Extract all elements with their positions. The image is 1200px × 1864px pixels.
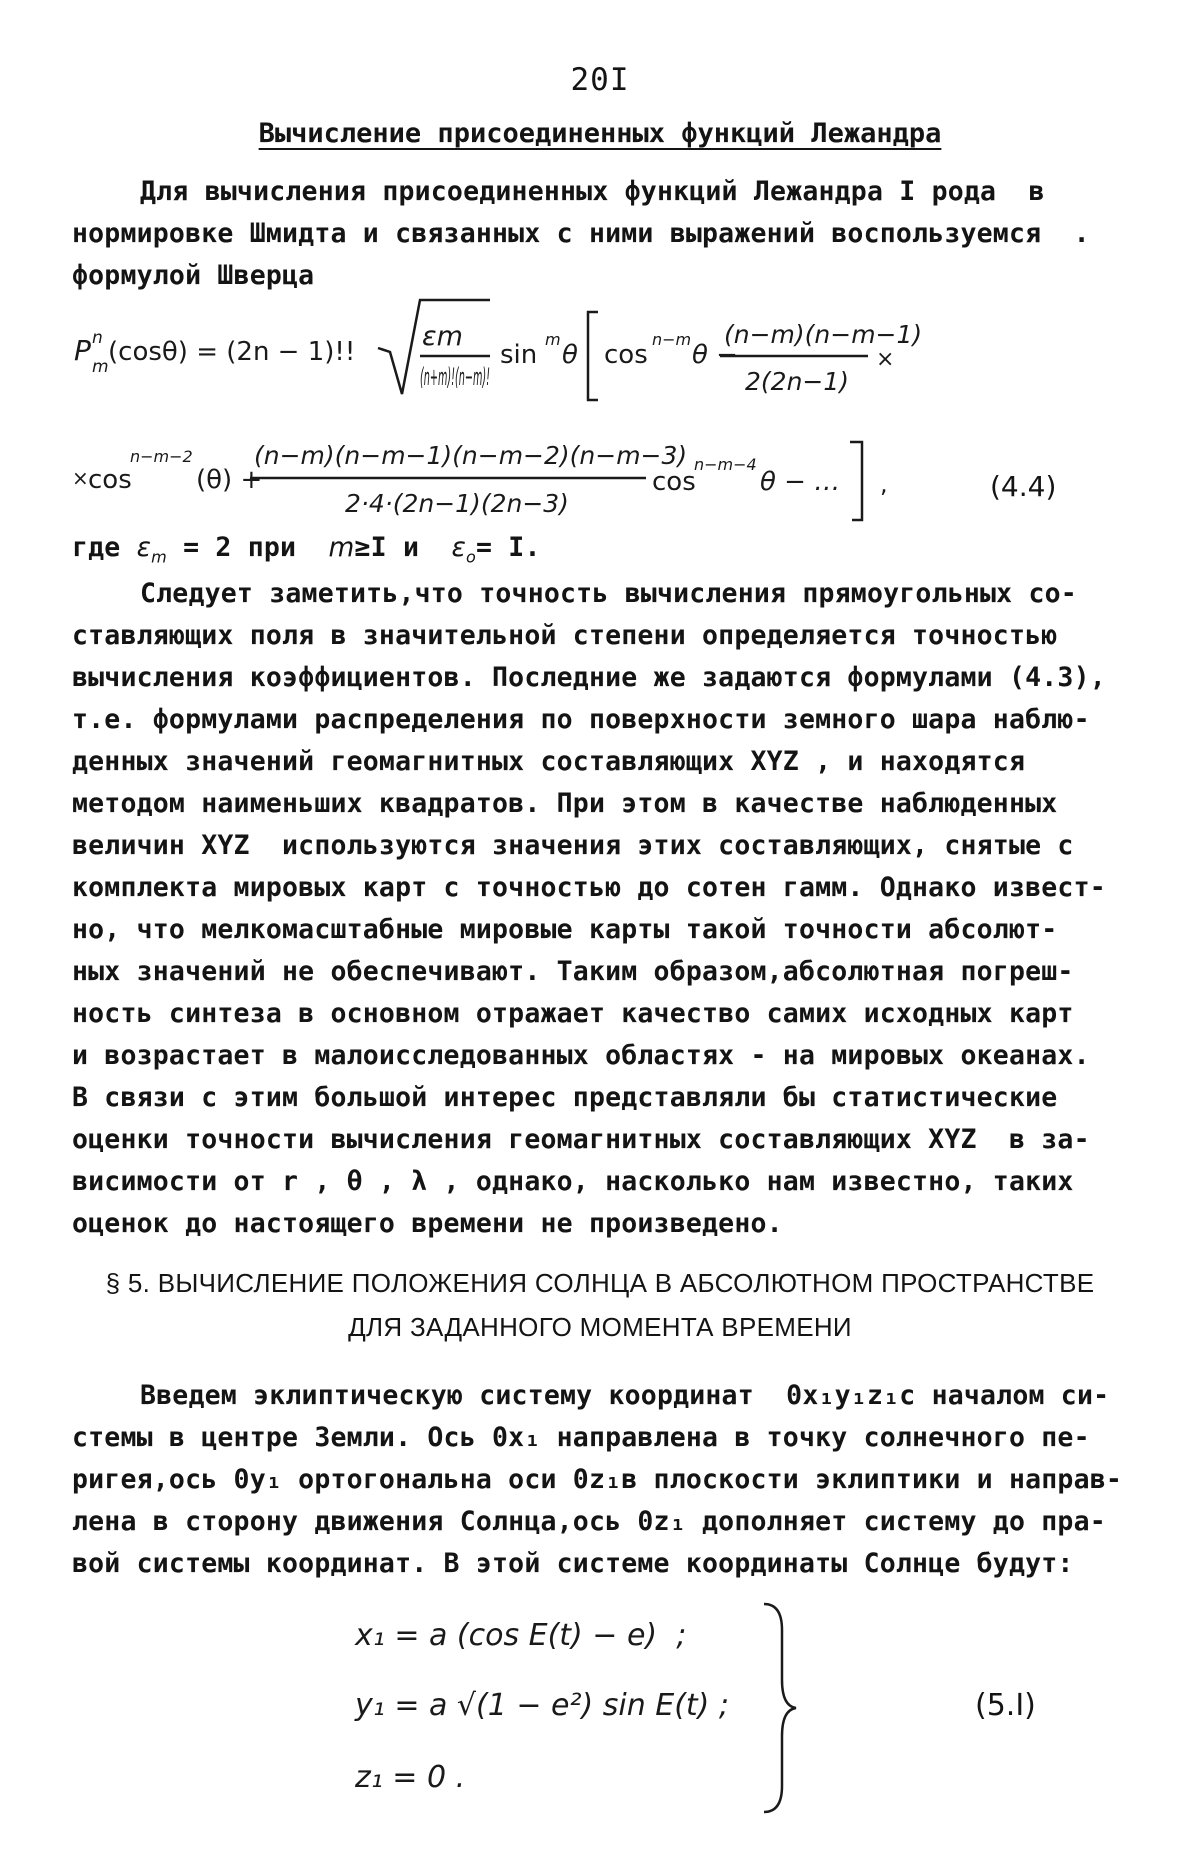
svg-text:sin: sin <box>500 340 538 370</box>
paragraph-line-10: ных значений не обеспечивают. Таким образом,абсолютная погреш- <box>72 956 1074 987</box>
svg-text:cos: cos <box>604 340 648 370</box>
svg-text:cos: cos <box>88 465 132 495</box>
where-line: где $\varepsilon_m = 2$ при m≥I и $\varepsilon_o= I$. <box>72 532 541 567</box>
section-5-line-5: вой системы координат. В этой системе координаты Солнце будут: <box>72 1548 1074 1579</box>
paragraph-line-9: но, что мелкомасштабные мировые карты такой точности абсолют- <box>72 914 1058 945</box>
section-5-line-4: лена в сторону движения Солнца,ось 0z₁ дополняет систему до пра- <box>72 1506 1106 1537</box>
svg-text:n−m: n−m <box>652 330 692 349</box>
formula-5-1-eq-3: z₁ = 0 . <box>355 1760 466 1795</box>
paragraph-line-8: комплекта мировых карт с точностью до сотен гамм. Однако извест- <box>72 872 1106 903</box>
paragraph-line-13: В связи с этим большой интерес представляли бы статистические <box>72 1082 1058 1113</box>
paragraph-line-12: и возрастает в малоисследованных областях - на мировых океанах. <box>72 1040 1090 1071</box>
paragraph-line-5: денных значений геомагнитных составляющих XYZ , и находятся <box>72 746 1026 777</box>
svg-text:n−m−4: n−m−4 <box>694 455 757 474</box>
svg-text:×: × <box>876 347 895 372</box>
paragraph-line-7: величин XYZ используются значения этих составляющих, снятые с <box>72 830 1074 861</box>
section-5-title-line-2: ДЛЯ ЗАДАННОГО МОМЕНТА ВРЕМЕНИ <box>348 1312 852 1342</box>
svg-text:,: , <box>880 470 888 498</box>
svg-text:θ −: θ − <box>692 340 738 370</box>
section-heading: Вычисление присоединенных функций Лежандра <box>258 118 942 149</box>
svg-text:cos: cos <box>652 467 696 497</box>
paragraph-line-6: методом наименьших квадратов. При этом в качестве наблюденных <box>72 788 1058 819</box>
formula-5-1-eq-1: x₁ = a (cos E(t) − e) ; <box>355 1618 687 1653</box>
svg-text:εm: εm <box>422 321 463 352</box>
svg-text:n−m−2: n−m−2 <box>130 447 193 466</box>
equation-number-4-4: (4.4) <box>990 470 1057 503</box>
paragraph-line-2: ставляющих поля в значительной степени определяется точностью <box>72 620 1058 651</box>
intro-line-1: Для вычисления присоединенных функций Лежандра I рода в <box>140 176 1045 207</box>
page-number: 20I <box>570 62 630 98</box>
svg-text:(θ) +: (θ) + <box>196 465 263 495</box>
section-5-line-1: Введем эклиптическую систему координат 0x₁y₁z₁с началом си- <box>140 1380 1110 1411</box>
equation-number-5-1: (5.I) <box>975 1688 1036 1723</box>
svg-text:×: × <box>72 466 89 490</box>
paragraph-line-16: оценок до настоящего времени не произведено. <box>72 1208 783 1239</box>
paragraph-line-15: висимости от r , θ , λ , однако, насколько нам известно, таких <box>72 1166 1074 1197</box>
svg-text:m: m <box>545 330 561 349</box>
svg-text:P: P <box>74 334 91 367</box>
section-5-title-line-1: § 5. ВЫЧИСЛЕНИЕ ПОЛОЖЕНИЯ СОЛНЦА В АБСОЛЮТНОМ ПРОСТРАНСТВЕ <box>105 1268 1095 1298</box>
svg-text:2·4·(2n−1)(2n−3): 2·4·(2n−1)(2n−3) <box>345 489 569 518</box>
svg-text:(cosθ) = (2n − 1)!!: (cosθ) = (2n − 1)!! <box>108 337 356 367</box>
intro-line-2: нормировке Шмидта и связанных с ними выражений воспользуемся . <box>72 218 1090 249</box>
svg-text:(n−m)(n−m−1): (n−m)(n−m−1) <box>724 320 923 349</box>
formula-5-1-eq-2: y₁ = a √(1 − e²) sin E(t) ; <box>355 1688 730 1723</box>
svg-text:m: m <box>92 357 109 377</box>
svg-text:θ − …: θ − … <box>760 467 841 497</box>
svg-text:(n−m)(n−m−1)(n−m−2)(n−m−3): (n−m)(n−m−1)(n−m−2)(n−m−3) <box>254 441 688 470</box>
paragraph-line-4: т.е. формулами распределения по поверхности земного шара наблю- <box>72 704 1090 735</box>
section-5-line-2: стемы в центре Земли. Ось 0x₁ направлена в точку солнечного пе- <box>72 1422 1090 1453</box>
section-5-line-3: ригея,ось 0y₁ ортогональна оси 0z₁в плоскости эклиптики и направ- <box>72 1464 1123 1495</box>
svg-text:θ: θ <box>562 340 578 370</box>
paragraph-line-1: Следует заметить,что точность вычисления прямоугольных со- <box>140 578 1077 609</box>
svg-text:n: n <box>92 328 103 348</box>
svg-text:(n+m)!(n−m)!: (n+m)!(n−m)! <box>420 363 490 391</box>
paragraph-line-3: вычисления коэффициентов. Последние же задаются формулами (4.3), <box>72 662 1106 693</box>
svg-text:2(2n−1): 2(2n−1) <box>745 367 850 396</box>
paragraph-line-14: оценки точности вычисления геомагнитных составляющих XYZ в за- <box>72 1124 1090 1155</box>
intro-line-3: формулой Шверца <box>72 260 315 291</box>
paragraph-line-11: ность синтеза в основном отражает качество самих исходных карт <box>72 998 1074 1029</box>
